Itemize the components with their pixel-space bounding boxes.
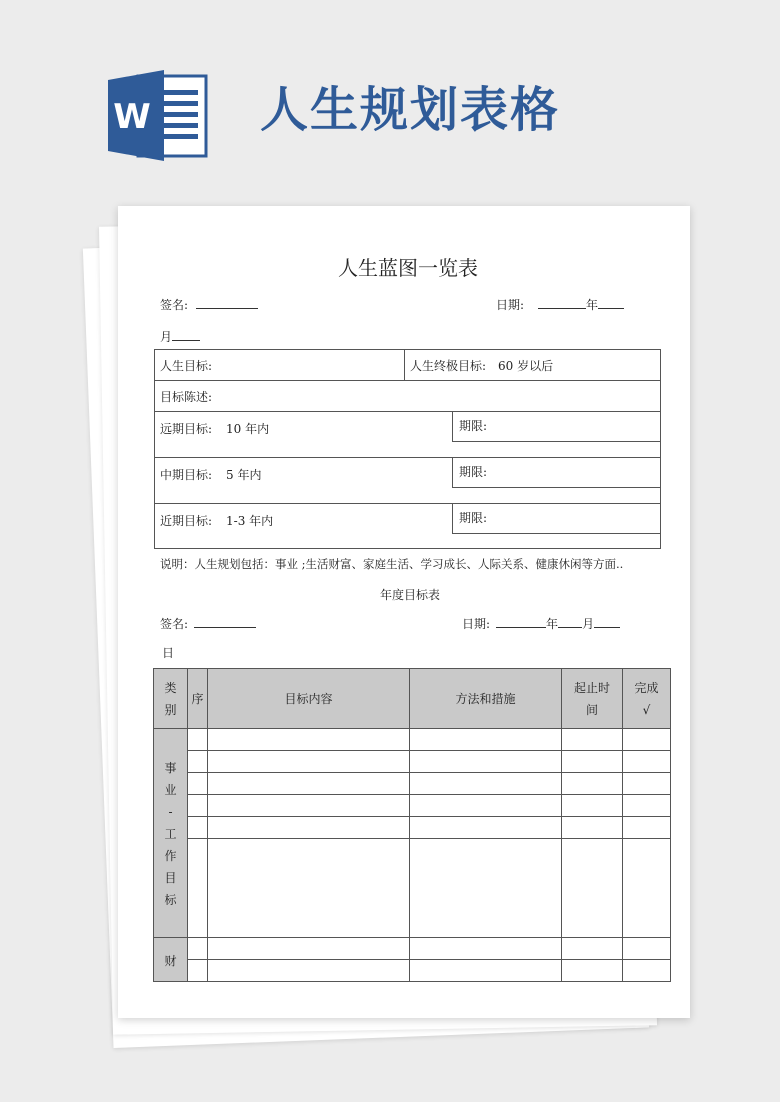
header-content: 目标内容 [208,669,410,729]
mid-term-goal-row[interactable] [155,458,661,504]
sign-field[interactable] [160,297,258,312]
short-term-goal-label: 近期目标: [160,514,213,528]
seq-cell[interactable] [188,938,208,960]
done-cell[interactable] [623,751,671,773]
period-cell[interactable] [562,773,623,795]
content-cell[interactable] [208,938,410,960]
ultimate-goal-cell[interactable] [405,350,661,381]
header-category: 类 别 [154,669,188,729]
period-cell[interactable] [562,729,623,751]
short-term-goal-value: 1-3 年内 [226,514,274,528]
short-term-deadline-box[interactable] [452,503,488,534]
word-document-icon [108,68,208,163]
seq-cell[interactable] [188,817,208,839]
header-done: 完成 √ [623,669,671,729]
content-cell[interactable] [208,817,410,839]
date-year-line [538,297,586,309]
life-goal-label: 人生目标: [160,358,213,373]
mid-term-goal-label: 中期目标: [160,468,213,482]
annual-date-label: 日期: [462,617,491,631]
done-cell[interactable] [623,795,671,817]
period-cell[interactable] [562,751,623,773]
content-cell[interactable] [208,751,410,773]
annual-table-title: 年度目标表 [380,588,441,602]
method-cell[interactable] [410,960,562,982]
ultimate-goal-label: 人生终极目标: [410,358,487,373]
life-goal-cell[interactable] [155,350,405,381]
header-period: 起止时 间 [562,669,623,729]
header-method: 方法和措施 [410,669,562,729]
mid-term-goal-value: 5 年内 [226,468,262,482]
done-cell[interactable] [623,817,671,839]
goal-statement-cell[interactable] [155,381,661,412]
period-cell[interactable] [562,960,623,982]
ultimate-goal-value: 60 岁以后 [498,358,554,373]
month-field[interactable] [160,329,200,344]
category-wealth: 财 [154,938,188,982]
content-cell[interactable] [208,839,410,938]
header-seq: 序 [188,669,208,729]
content-cell[interactable] [208,729,410,751]
date-label: 日期: [496,298,525,312]
long-term-goal-value: 10 年内 [226,422,270,436]
mid-term-deadline-label: 期限: [459,465,488,479]
page-title: 人生规划表格 [260,82,561,138]
method-cell[interactable] [410,938,562,960]
goal-statement-label: 目标陈述: [160,389,213,404]
date-month-line [598,297,624,309]
done-cell[interactable] [623,960,671,982]
seq-cell[interactable] [188,773,208,795]
year-label: 年 [586,298,599,312]
annual-day-line [594,616,620,628]
seq-cell[interactable] [188,729,208,751]
period-cell[interactable] [562,839,623,938]
annual-month-label: 月 [582,617,595,631]
seq-cell[interactable] [188,839,208,938]
content-cell[interactable] [208,773,410,795]
svg-text:W: W [113,97,151,137]
sign-line [196,297,258,309]
annual-sign-label: 签名: [160,617,189,631]
period-cell[interactable] [562,817,623,839]
method-cell[interactable] [410,839,562,938]
long-term-deadline-box[interactable] [452,411,488,442]
date-field[interactable] [496,297,624,312]
method-cell[interactable] [410,795,562,817]
done-cell[interactable] [623,938,671,960]
month-line [172,329,200,341]
sign-label: 签名: [160,298,189,312]
annual-sign-line [194,616,256,628]
done-cell[interactable] [623,729,671,751]
annual-month-line [558,616,582,628]
short-term-goal-row[interactable] [155,504,661,549]
document-title: 人生蓝图一览表 [338,256,478,280]
seq-cell[interactable] [188,795,208,817]
annual-date-field[interactable] [462,616,620,631]
method-cell[interactable] [410,729,562,751]
seq-cell[interactable] [188,751,208,773]
short-term-deadline-label: 期限: [459,511,488,525]
month-label: 月 [160,330,173,344]
annual-day-label: 日 [162,646,175,660]
content-cell[interactable] [208,960,410,982]
planning-note: 说明：人生规划包括：事业 ;生活财富、家庭生活、学习成长、人际关系、健康休闲等方面.. [160,557,624,571]
content-cell[interactable] [208,795,410,817]
long-term-deadline-label: 期限: [459,419,488,433]
method-cell[interactable] [410,773,562,795]
long-term-goal-label: 远期目标: [160,422,213,436]
annual-year-label: 年 [546,617,559,631]
period-cell[interactable] [562,938,623,960]
seq-cell[interactable] [188,960,208,982]
done-cell[interactable] [623,773,671,795]
done-cell[interactable] [623,839,671,938]
category-career: 事 业 - 工 作 目 标 [154,729,188,938]
annual-year-line [496,616,546,628]
document-page [118,206,690,1018]
life-goals-table [154,349,661,549]
period-cell[interactable] [562,795,623,817]
annual-goals-table [153,668,671,982]
mid-term-deadline-box[interactable] [452,457,488,488]
annual-sign-field[interactable] [160,616,256,631]
method-cell[interactable] [410,817,562,839]
long-term-goal-row[interactable] [155,412,661,458]
method-cell[interactable] [410,751,562,773]
